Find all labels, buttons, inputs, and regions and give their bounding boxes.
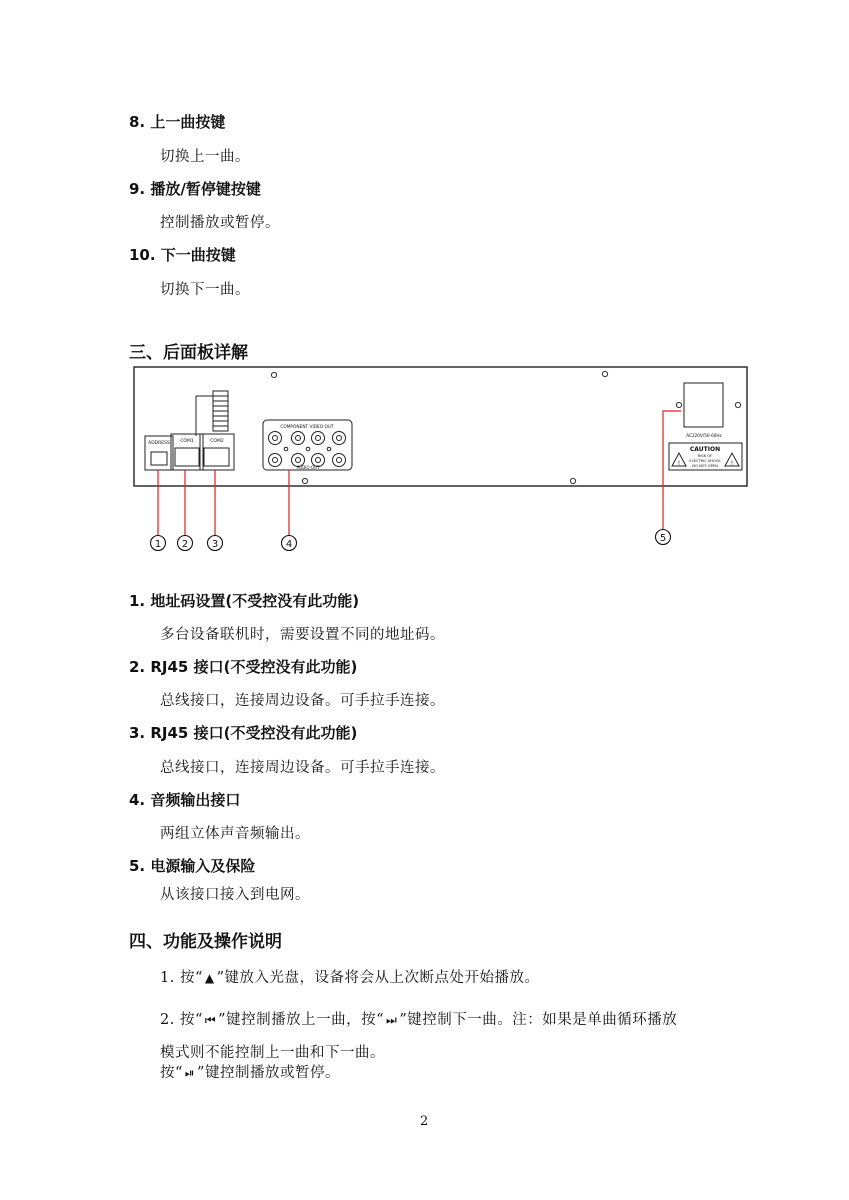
- rear-panel-diagram: [0, 0, 849, 560]
- svg-text:!: !: [677, 460, 681, 467]
- instruction-2-pre: 2. 按“: [160, 1012, 203, 1028]
- caution-title: CAUTION: [689, 446, 721, 453]
- item-1-heading: 1. 地址码设置(不受控没有此功能): [129, 592, 360, 610]
- item-3-heading: 3. RJ45 接口(不受控没有此功能): [129, 724, 358, 742]
- instruction-1-post: ”键放入光盘，设备将会从上次断点处开始播放。: [216, 970, 540, 986]
- address-label: ADDRESS: [148, 441, 170, 446]
- section-4-title: 四、功能及操作说明: [129, 932, 282, 952]
- instruction-3-post: ”键控制播放或暂停。: [197, 1065, 340, 1081]
- svg-text:2: 2: [181, 539, 189, 550]
- instruction-2-line2: 模式则不能控制上一曲和下一曲。: [160, 1045, 385, 1061]
- instruction-2: [160, 1008, 677, 1029]
- com2-label: COM2: [210, 439, 224, 444]
- instruction-2-post: ”键控制下一曲。注：如果是单曲循环播放: [399, 1012, 678, 1028]
- instruction-3-pre: 按“: [160, 1065, 183, 1081]
- item-2-heading: 2. RJ45 接口(不受控没有此功能): [129, 658, 358, 676]
- callout-5: [656, 530, 671, 545]
- item-8-desc: 切换上一曲。: [160, 149, 250, 165]
- page-number: 2: [420, 1114, 429, 1129]
- callout-2: [178, 536, 193, 551]
- eject-icon: ▲: [204, 971, 215, 985]
- next-track-icon: ⏭: [386, 1013, 398, 1027]
- previous-track-icon: ⏮: [204, 1013, 217, 1027]
- item-4-heading: 4. 音频输出接口: [129, 791, 241, 809]
- item-5-desc: 从该接口接入到电网。: [160, 887, 310, 903]
- item-9-heading: 9. 播放/暂停键按键: [129, 180, 261, 198]
- play-pause-icon: ⏯: [184, 1066, 196, 1080]
- section-3-title: 三、后面板详解: [129, 343, 248, 363]
- item-10-desc: 切换下一曲。: [160, 282, 250, 298]
- item-2-desc: 总线接口，连接周边设备。可手拉手连接。: [160, 693, 445, 709]
- svg-text:!: !: [730, 460, 734, 467]
- callout-1: [151, 536, 166, 551]
- instruction-1-pre: 1. 按“: [160, 970, 203, 986]
- caution-line: DO NOT OPEN: [692, 464, 718, 468]
- item-5-heading: 5. 电源输入及保险: [129, 857, 256, 875]
- component-video-label: COMPONENT VIDEO OUT: [280, 425, 334, 430]
- callout-4: [282, 536, 297, 551]
- instruction-1: [160, 966, 540, 987]
- svg-text:1: 1: [154, 539, 162, 550]
- item-4-desc: 两组立体声音频输出。: [160, 826, 310, 842]
- item-3-desc: 总线接口，连接周边设备。可手拉手连接。: [160, 760, 445, 776]
- svg-text:3: 3: [211, 539, 219, 550]
- caution-line: ELECTRIC SHOCK: [689, 459, 721, 463]
- instruction-3: [160, 1061, 340, 1082]
- svg-text:4: 4: [285, 539, 293, 550]
- rear-panel: [134, 367, 747, 486]
- com1-label: COM1: [180, 439, 194, 444]
- instruction-2-mid: ”键控制播放上一曲，按“: [218, 1012, 384, 1028]
- audio-out-label: AUDIO OUT: [296, 465, 320, 470]
- item-1-desc: 多台设备联机时，需要设置不同的地址码。: [160, 627, 445, 643]
- item-9-desc: 控制播放或暂停。: [160, 215, 280, 231]
- item-8-heading: 8. 上一曲按键: [129, 113, 226, 131]
- svg-text:5: 5: [659, 533, 667, 544]
- caution-line: RISK OF: [697, 454, 713, 458]
- callout-3: [208, 536, 223, 551]
- ac-input-label: AC220V/50-60Hz: [686, 433, 722, 438]
- item-10-heading: 10. 下一曲按键: [129, 246, 236, 264]
